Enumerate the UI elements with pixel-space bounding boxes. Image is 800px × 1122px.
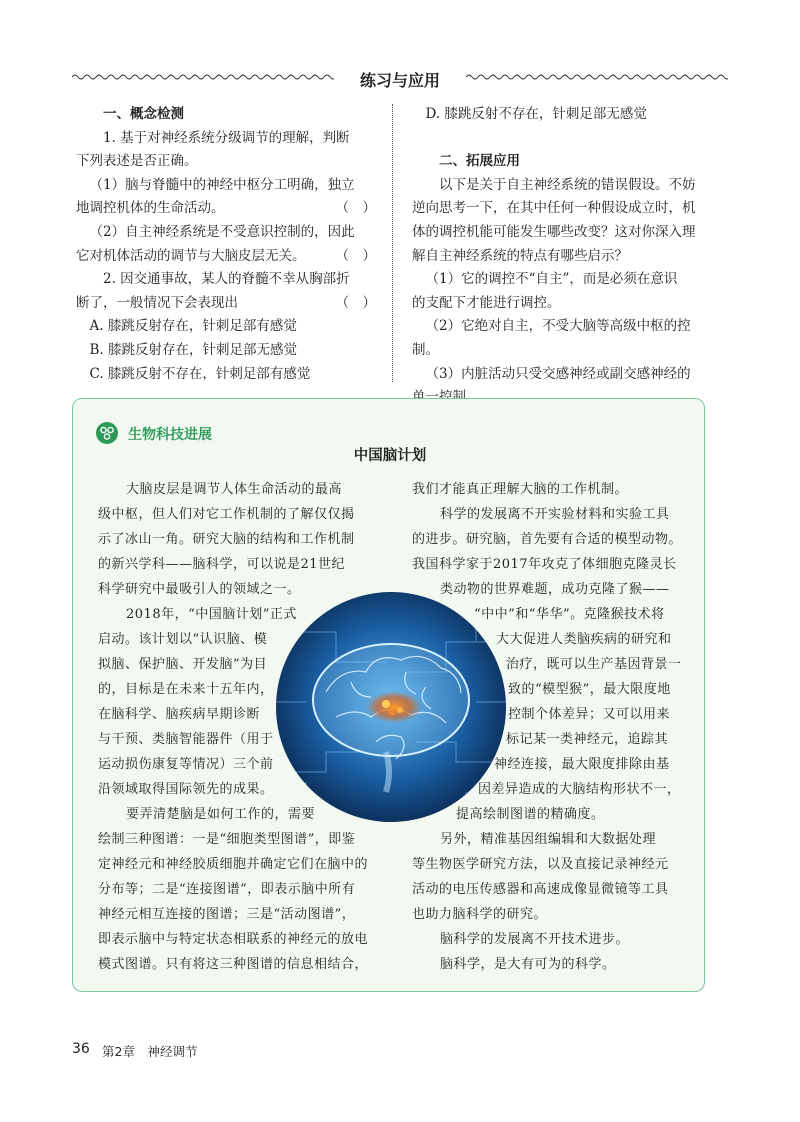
q1-1-text-cont: （ ） 地调控机体的生命活动。	[76, 197, 376, 221]
article-line: 示了冰山一角。研究大脑的结构和工作机制	[98, 532, 355, 547]
article-line: 致的“模型猴”，最大限度地	[508, 682, 671, 697]
page-number: 36	[72, 1041, 90, 1057]
ext-text-cont: 逆向思考一下，在其中任何一种假设成立时，机	[412, 200, 696, 217]
article-line: 拟脑、保护脑、开发脑”为目	[98, 657, 268, 672]
option-b: B. 膝跳反射存在，针刺足部无感觉	[89, 341, 298, 358]
molecule-icon	[96, 422, 118, 444]
ext-item-1: （1）它的调控不“自主”，而是必须在意识	[425, 271, 678, 288]
q1-2-text-cont: （ ） 它对机体活动的调节与大脑皮层无关。	[76, 245, 376, 269]
article-line: 控制个体差异；又可以用来	[508, 707, 671, 722]
article-line: 提高绘制图谱的精确度。	[456, 807, 605, 822]
option-d: D. 膝跳反射不存在，针刺足部无感觉	[425, 106, 647, 122]
ext-text: 以下是关于自主神经系统的错误假设。不妨	[439, 176, 696, 193]
ext-text-cont: 体的调控机能可能发生哪些改变？这对你深入理	[412, 223, 696, 240]
article-line: 神经元相互连接的图谱；三是“活动图谱”，	[98, 907, 356, 922]
q2-text-cont: （ ） 断了，一般情况下会表现出	[76, 292, 376, 316]
chapter-label: 第2章 神经调节	[102, 1044, 198, 1059]
article-line: 在脑科学、脑疾病早期诊断	[98, 707, 261, 722]
article-line: 科学研究中最吸引人的领域之一。	[98, 582, 301, 597]
article-line: 科学的发展离不开实验材料和实验工具	[440, 507, 670, 522]
ext-item-3: （3）内脏活动只受交感神经或副交感神经的	[425, 365, 691, 382]
article-line: 分布等；二是“连接图谱”，即表示脑中所有	[98, 882, 356, 897]
article-line: 活动的电压传感器和高速成像显微镜等工具	[412, 882, 669, 897]
answer-blank[interactable]: （ ）	[335, 200, 376, 217]
option-a: A. 膝跳反射存在，针刺足部有感觉	[89, 318, 297, 335]
ext-item-2: （2）它绝对自主，不受大脑等高级中枢的控制。	[412, 318, 691, 358]
article-line: 我国科学家于2017年攻克了体细胞克隆灵长	[412, 557, 677, 572]
q2-text: 2. 因交通事故，某人的脊髓不幸从胸部折	[103, 271, 350, 288]
article-line: 脑科学的发展离不开技术进步。	[440, 932, 630, 947]
article-line: 治疗，既可以生产基因背景一	[506, 657, 682, 672]
article-title: 中国脑计划	[353, 448, 427, 464]
article-line: 与干预、类脑智能器件（用于	[98, 732, 274, 747]
article-line: 要弄清楚脑是如何工作的，需要	[126, 807, 316, 822]
article-line: 因差异造成的大脑结构形状不一，	[478, 782, 681, 797]
column-divider	[392, 104, 393, 382]
section-title: 练习与应用	[359, 71, 440, 90]
article-line: 神经连接，最大限度排除由基	[494, 757, 670, 772]
answer-blank[interactable]: （ ）	[335, 294, 376, 311]
article-line: 大脑皮层是调节人体生命活动的最高	[126, 482, 343, 497]
article-line: 启动。该计划以“认识脑、模	[98, 632, 268, 647]
article-line: 的，目标是在未来十五年内，	[98, 682, 274, 697]
article-line: “中中”和“华华”。克隆猴技术将	[474, 607, 665, 622]
article-line: 模式图谱。只有将这三种图谱的信息相结合，	[98, 957, 369, 972]
exercise-right-column	[412, 103, 712, 410]
answer-blank[interactable]: （ ）	[335, 247, 376, 264]
q1-text-cont: 下列表述是否正确。	[76, 153, 198, 170]
article-line: 运动损伤康复等情况）三个前	[98, 757, 274, 772]
option-c: C. 膝跳反射不存在，针刺足部有感觉	[89, 365, 311, 382]
article-line: 类动物的世界难题，成功克隆了猴——	[440, 582, 670, 597]
article-line: 沿领域取得国际领先的成果。	[98, 782, 274, 797]
part1-heading: 一、概念检测	[103, 106, 184, 122]
article-line: 也助力脑科学的研究。	[412, 907, 548, 922]
article-line: 即表示脑中与特定状态相联系的神经元的放电	[98, 932, 369, 947]
brain-circuit-image	[276, 592, 506, 822]
article-line: 我们才能真正理解大脑的工作机制。	[412, 482, 629, 497]
article-line: 脑科学，是大有可为的科学。	[440, 957, 616, 972]
article-line: 绘制三种图谱：一是“细胞类型图谱”，即鉴	[98, 832, 356, 847]
article-line: 的新兴学科——脑科学，可以说是21世纪	[98, 557, 346, 572]
exercise-left-column	[76, 103, 376, 386]
ext-text-cont: 解自主神经系统的特点有哪些启示？	[412, 247, 628, 264]
article-line: 定神经元和神经胶质细胞并确定它们在脑中的	[98, 857, 369, 872]
section-header	[72, 68, 728, 94]
q1-1-text: （1）脑与脊髓中的神经中枢分工明确，独立	[89, 176, 355, 193]
article-line: 另外，精准基因组编辑和大数据处理	[440, 832, 657, 847]
part2-heading: 二、拓展应用	[439, 153, 520, 170]
badge-label: 生物科技进展	[128, 427, 212, 443]
article-line: 等生物医学研究方法，以及直接记录神经元	[412, 857, 669, 872]
q1-2-text: （2）自主神经系统是不受意识控制的，因此	[89, 223, 355, 240]
q1-text: 1. 基于对神经系统分级调节的理解，判断	[103, 129, 350, 146]
article-line: 的进步。研究脑，首先要有合适的模型动物。	[412, 532, 683, 547]
wavy-rule-left	[72, 72, 334, 82]
article-line: 大大促进人类脑疾病的研究和	[496, 632, 672, 647]
article-line: 标记某一类神经元，追踪其	[506, 732, 669, 747]
article-line: 级中枢，但人们对它工作机制的了解仅仅揭	[98, 507, 355, 522]
ext-item-1-cont: 的支配下才能进行调控。	[412, 294, 561, 311]
article-line: 2018年，“中国脑计划”正式	[126, 607, 297, 622]
wavy-rule-right	[466, 72, 728, 82]
